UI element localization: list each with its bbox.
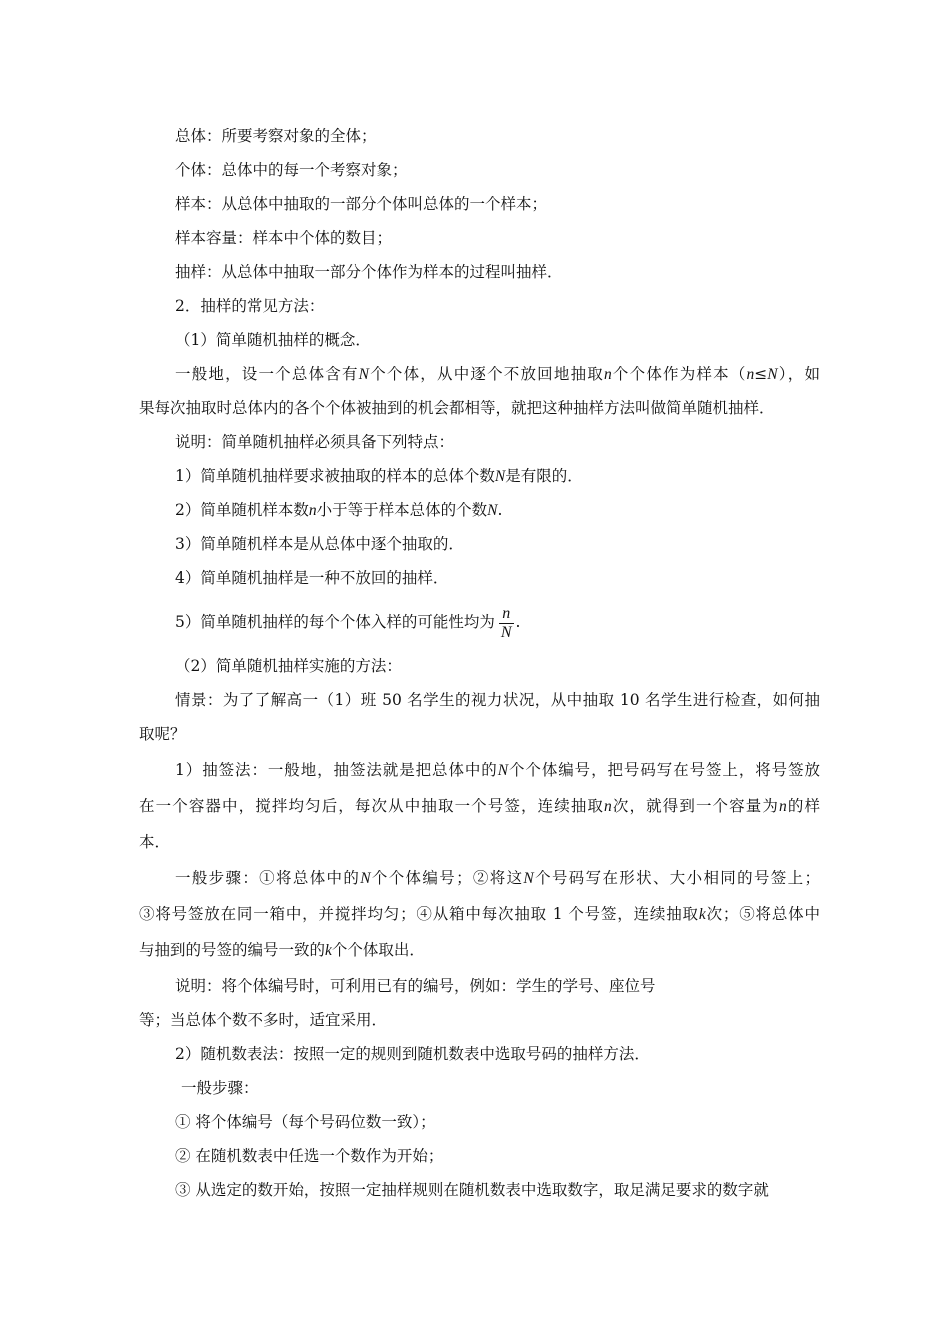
var-N: N bbox=[523, 870, 534, 887]
random-steps-heading: 一般步骤： bbox=[181, 1079, 259, 1097]
note2-line-2: 等；当总体个数不多时，适宜采用． bbox=[139, 1011, 388, 1029]
var-k: k bbox=[698, 906, 706, 923]
var-N: N bbox=[358, 366, 370, 383]
var-n: n bbox=[746, 366, 755, 383]
random-table-method: 2）随机数表法：按照一定的规则到随机数表中选取号码的抽样方法． bbox=[175, 1045, 650, 1063]
steps-line-1: 一般步骤：①将总体中的N个个体编号；②将这N个号码写在形状、大小相同的号签上； bbox=[175, 869, 820, 887]
scenario-line-2: 取呢？ bbox=[139, 725, 186, 743]
def-sample-size: 样本容量：样本中个体的数目； bbox=[175, 229, 393, 247]
var-n: n bbox=[603, 366, 612, 383]
random-step-2: ② 在随机数表中任选一个数作为开始； bbox=[175, 1147, 444, 1165]
var-N: N bbox=[360, 870, 371, 887]
def-population: 总体：所要考察对象的全体； bbox=[175, 127, 377, 145]
random-step-3: ③ 从选定的数开始，按照一定抽样规则在随机数表中选取数字，取足满足要求的数字就 bbox=[175, 1181, 769, 1199]
subsection-2-heading: （2）简单随机抽样实施的方法： bbox=[175, 657, 402, 675]
var-N: N bbox=[497, 762, 509, 779]
var-n: n bbox=[604, 798, 612, 815]
def-sampling: 抽样：从总体中抽取一部分个体作为样本的过程叫抽样． bbox=[175, 263, 563, 281]
note2-line-1: 说明：将个体编号时，可利用已有的编号，例如：学生的学号、座位号 bbox=[175, 977, 656, 995]
scenario-line-1: 情景：为了了解高一（1）班 50 名学生的视力状况，从中抽取 10 名学生进行检查，如何抽 bbox=[175, 691, 820, 709]
var-k: k bbox=[325, 942, 332, 959]
steps-line-3: 与抽到的号签的编号一致的k个个体取出． bbox=[139, 941, 425, 959]
feature-2: 2）简单随机样本数n小于等于样本总体的个数N. bbox=[175, 501, 503, 519]
steps-line-2: ③将号签放在同一箱中，并搅拌均匀；④从箱中每次抽取 1 个号签，连续抽取k次；⑤将总体中 bbox=[139, 905, 820, 923]
var-n: n bbox=[779, 798, 787, 815]
feature-3: 3）简单随机样本是从总体中逐个抽取的． bbox=[175, 535, 464, 553]
note-title: 说明：简单随机抽样必须具备下列特点： bbox=[175, 433, 455, 451]
var-N: N bbox=[494, 468, 506, 485]
feature-4: 4）简单随机抽样是一种不放回的抽样． bbox=[175, 569, 449, 587]
subsection-1-heading: （1）简单随机抽样的概念． bbox=[175, 331, 371, 349]
random-step-1: ① 将个体编号（每个号码位数一致）； bbox=[175, 1113, 436, 1131]
feature-1: 1）简单随机抽样要求被抽取的样本的总体个数N是有限的． bbox=[175, 467, 583, 485]
lottery-line-2: 在一个容器中，搅拌均匀后，每次从中抽取一个号签，连续抽取n次，就得到一个容量为n的样 bbox=[139, 797, 820, 815]
var-n: n bbox=[308, 502, 317, 519]
fraction-n-over-N: $\frac{n}{N}$ bbox=[500, 604, 512, 641]
definition-line-2: 果每次抽取时总体内的各个个体被抽到的机会都相等，就把这种抽样方法叫做简单随机抽样． bbox=[139, 399, 775, 417]
definition-line-1: 一般地，设一个总体含有N个个体，从中逐个不放回地抽取n个个体作为样本（n≤N），如 bbox=[175, 365, 820, 383]
var-N: N bbox=[487, 502, 498, 519]
lottery-line-3: 本． bbox=[139, 833, 171, 851]
section-heading: 2．抽样的常见方法： bbox=[175, 297, 325, 315]
lottery-line-1: 1）抽签法：一般地，抽签法就是把总体中的N个个体编号，把号码写在号签上，将号签放 bbox=[175, 761, 820, 779]
def-sample: 样本：从总体中抽取的一部分个体叫总体的一个样本； bbox=[175, 195, 548, 213]
var-N: N bbox=[767, 366, 778, 383]
def-individual: 个体：总体中的每一个考察对象； bbox=[175, 161, 408, 179]
feature-5: 5）简单随机抽样的每个个体入样的可能性均为 $\frac{n}{N}$ . bbox=[175, 604, 521, 641]
